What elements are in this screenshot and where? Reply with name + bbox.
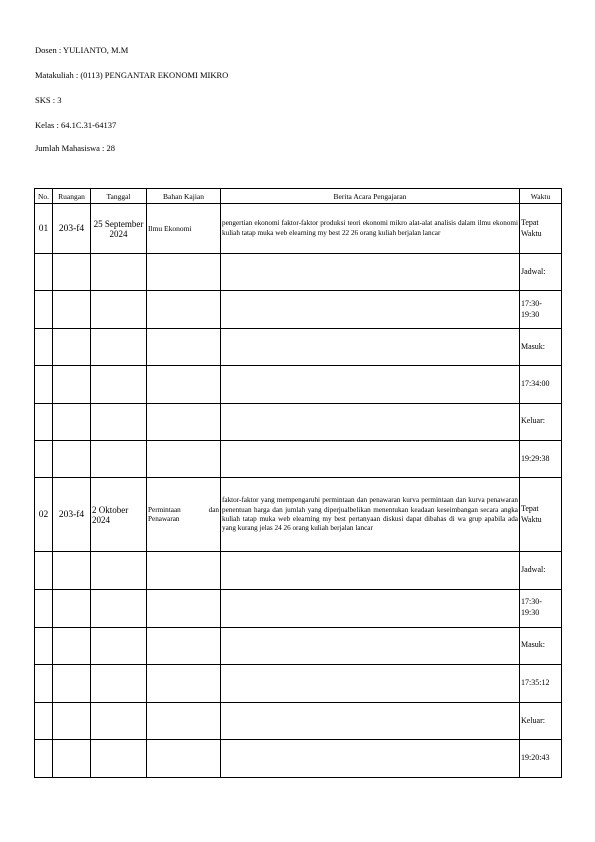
meeting-topic: Permintaan dan Penawaran <box>147 478 221 552</box>
table-header-row <box>35 189 562 204</box>
meeting-room: 203-f4 <box>53 204 91 254</box>
meeting-topic: Ilmu Ekonomi <box>147 204 221 254</box>
table-row <box>35 204 562 254</box>
meeting-report: pengertian ekonomi faktor-faktor produksi teori ekonomi mikro alat-alat analisis dalam ilmu ekonomi kuliah tatap muka web elearning my best 22 26 orang kuliah berjalan lancar <box>221 204 520 254</box>
jadwal-label: Jadwal: <box>520 254 562 291</box>
jadwal-value: 17:30-19:30 <box>520 291 562 328</box>
table-row <box>35 627 562 665</box>
masuk-label: Masuk: <box>520 627 562 665</box>
meeting-no: 02 <box>35 478 53 552</box>
col-header-no: No. <box>35 189 53 204</box>
table-row <box>35 366 562 403</box>
meeting-report: faktor-faktor yang mempengaruhi permintaan dan penawaran kurva permintaan dan kurva penawaran penentuan harga dan jumlah yang diperjualbelikan menentukan keadaan keseimbangan secara angka kuliah tatap muka web elearning my best pertanyaan diskusi dapat dibahas di wa grup apabila ada yang kurang jelas 24 26 orang kuliah berjalan lancar <box>221 478 520 552</box>
table-row <box>35 254 562 291</box>
table-row <box>35 328 562 365</box>
masuk-label: Masuk: <box>520 328 562 365</box>
meeting-punctuality: Tepat Waktu <box>520 478 562 552</box>
matakuliah-line: Matakuliah : (0113) PENGANTAR EKONOMI MIKRO <box>35 70 229 80</box>
table-row <box>35 478 562 552</box>
sks-line: SKS : 3 <box>35 95 62 105</box>
table-row <box>35 740 562 778</box>
masuk-value: 17:34:00 <box>520 366 562 403</box>
table-row <box>35 403 562 440</box>
teaching-report-table <box>34 188 562 778</box>
table-row <box>35 702 562 740</box>
page-bottom-margin <box>0 787 595 842</box>
table-row <box>35 291 562 328</box>
jadwal-value: 17:30-19:30 <box>520 589 562 627</box>
table-row <box>35 552 562 590</box>
table-row <box>35 589 562 627</box>
col-header-berita-acara: Berita Acara Pengajaran <box>221 189 520 204</box>
kelas-line: Kelas : 64.1C.31-64137 <box>35 120 117 130</box>
col-header-tanggal: Tanggal <box>91 189 147 204</box>
meeting-punctuality: Tepat Waktu <box>520 204 562 254</box>
meeting-date: 25 September 2024 <box>91 204 147 254</box>
keluar-value: 19:29:38 <box>520 440 562 477</box>
col-header-waktu: Waktu <box>520 189 562 204</box>
col-header-ruangan: Ruangan <box>53 189 91 204</box>
table-row <box>35 665 562 703</box>
meeting-no: 01 <box>35 204 53 254</box>
keluar-value: 19:20:43 <box>520 740 562 778</box>
meeting-room: 203-f4 <box>53 478 91 552</box>
table-row <box>35 440 562 477</box>
col-header-bahan-kajian: Bahan Kajian <box>147 189 221 204</box>
jadwal-label: Jadwal: <box>520 552 562 590</box>
jumlah-mahasiswa-line: Jumlah Mahasiswa : 28 <box>35 143 116 153</box>
masuk-value: 17:35:12 <box>520 665 562 703</box>
keluar-label: Keluar: <box>520 702 562 740</box>
meeting-date: 2 Oktober 2024 <box>91 478 147 552</box>
keluar-label: Keluar: <box>520 403 562 440</box>
dosen-line: Dosen : YULIANTO, M.M <box>35 45 129 55</box>
